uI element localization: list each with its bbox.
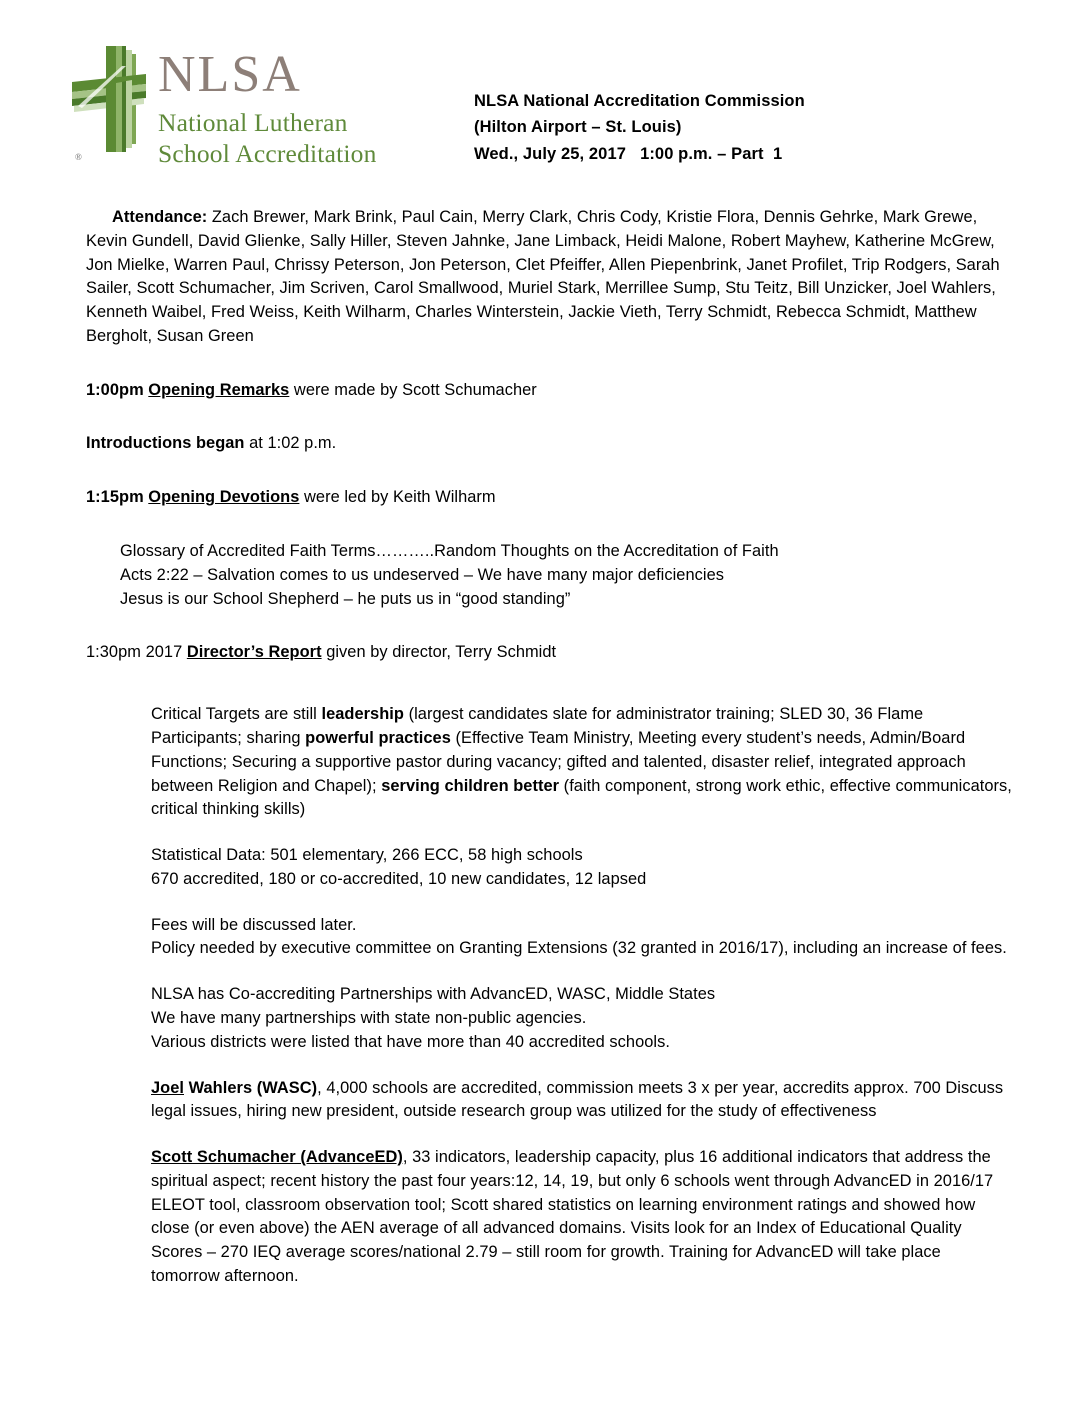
opening-devotions-time: 1:15pm bbox=[86, 488, 149, 507]
partnerships-line-3: Various districts were listed that have more than 40 accredited schools. bbox=[151, 1032, 670, 1051]
svg-text:®: ® bbox=[75, 152, 82, 162]
attendance-paragraph bbox=[86, 206, 1010, 349]
document-title-block bbox=[474, 88, 805, 167]
document-header bbox=[0, 0, 1088, 200]
fees-block bbox=[151, 914, 1014, 962]
devotion-notes bbox=[120, 540, 1008, 611]
schumacher-heading: Scott Schumacher (AdvanceED) bbox=[151, 1148, 403, 1167]
devotion-note-line-3: Jesus is our School Shepherd – he puts us in “good standing” bbox=[120, 589, 571, 608]
opening-remarks-time: 1:00pm bbox=[86, 380, 149, 399]
title-line-2: (Hilton Airport – St. Louis) bbox=[474, 118, 682, 137]
opening-devotions-line bbox=[86, 486, 1010, 510]
logo-subtitle-line-2: School Accreditation bbox=[158, 139, 377, 169]
directors-report-heading: Director’s Report bbox=[186, 643, 322, 662]
partnerships-block bbox=[151, 983, 1014, 1054]
nlsa-logo bbox=[68, 44, 377, 169]
critical-targets-bold-serving-children-better: serving children better bbox=[381, 776, 560, 795]
opening-remarks-heading: Opening Remarks bbox=[148, 380, 290, 399]
attendance-names: Zach Brewer, Mark Brink, Paul Cain, Merry Clark, Chris Cody, Kristie Flora, Dennis Gehrke, Mark Grewe, Kevin Gundell, David Glienke, Sally Hiller, Steven Jahnke, Jane Limback, Heidi Malone, Robert Mayhew, Katherine McGrew, Jon Mielke, Warren Paul, Chrissy Peterson, Jon Peterson, Clet Pfeiffer, Allen Piepenbrink, Janet Profilet, Trip Rodgers, Sarah Sailer, Scott Schumacher, Jim Scriven, Carol Smallwood, Muriel Stark, Merrillee Sump, Stu Teitz, Bill Unzicker, Joel Wahlers, Kenneth Waibel, Fred Weiss, Keith Wilharm, Charles Winterstein, Jackie Vieth, Terry Schmidt, Rebecca Schmidt, Matthew Bergholt, Susan Green bbox=[86, 208, 1000, 345]
attendance-label: Attendance: bbox=[112, 208, 208, 226]
statistical-data-block bbox=[151, 844, 1014, 892]
opening-devotions-rest: were led by Keith Wilharm bbox=[299, 488, 496, 507]
schumacher-body: , 33 indicators, leadership capacity, plus 16 additional indicators that address the spiritual aspect; recent history the past four years:12, 14, 19, but only 6 schools went through AdvancED in 2016/17 ELEOT tool, classroom observation tool; Scott shared statistics on learning environment ratings and showed how close (or even above) the AEN average of all advanced domains. Visits look for an Index of Educational Quality Scores – 270 IEQ average scores/national 2.79 – still room for growth. Training for AdvancED will take place tomorrow afternoon. bbox=[151, 1148, 994, 1285]
opening-devotions-heading: Opening Devotions bbox=[148, 488, 300, 507]
wahlers-paragraph bbox=[151, 1077, 1014, 1125]
opening-remarks-rest: were made by Scott Schumacher bbox=[289, 380, 537, 399]
introductions-heading: Introductions began bbox=[86, 434, 245, 453]
critical-targets-bold-powerful-practices: powerful practices bbox=[305, 728, 451, 747]
introductions-rest: at 1:02 p.m. bbox=[244, 434, 337, 453]
introductions-line bbox=[86, 432, 1010, 456]
critical-targets-part-2: (largest candidates slate for administrator training; SLED 30, 36 Flame Participants; sharing bbox=[151, 705, 924, 747]
directors-report-rest: given by director, Terry Schmidt bbox=[321, 643, 557, 662]
logo-subtitle bbox=[158, 107, 377, 169]
devotion-note-line-2: Acts 2:22 – Salvation comes to us undeserved – We have many major deficiencies bbox=[120, 565, 724, 584]
critical-targets-bold-leadership: leadership bbox=[321, 705, 404, 724]
logo-wordmark: NLSA bbox=[158, 46, 302, 103]
schumacher-paragraph bbox=[151, 1146, 1014, 1289]
critical-targets-part-1: Critical Targets are still bbox=[151, 705, 322, 724]
critical-targets-paragraph bbox=[151, 703, 1014, 822]
title-line-1: NLSA National Accreditation Commission bbox=[474, 92, 805, 110]
directors-report-line bbox=[86, 641, 1010, 665]
nlsa-cross-logo-icon bbox=[68, 44, 150, 164]
statistical-data-line-2: 670 accredited, 180 or co-accredited, 10 new candidates, 12 lapsed bbox=[151, 869, 647, 888]
critical-targets-part-4: (faith component, strong work ethic, effective communicators, critical thinking skills) bbox=[151, 776, 1012, 819]
statistical-data-line-1: Statistical Data: 501 elementary, 266 ECC, 58 high schools bbox=[151, 846, 583, 865]
opening-remarks-line bbox=[86, 379, 1010, 403]
partnerships-line-1: NLSA has Co-accrediting Partnerships with AdvancED, WASC, Middle States bbox=[151, 985, 716, 1004]
fees-line-1: Fees will be discussed later. bbox=[151, 915, 357, 934]
fees-line-2: Policy needed by executive committee on Granting Extensions (32 granted in 2016/17), including an increase of fees. bbox=[151, 939, 1007, 958]
title-line-3: Wed., July 25, 2017 1:00 p.m. – Part 1 bbox=[474, 144, 783, 163]
wahlers-name-rest: Wahlers (WASC) bbox=[184, 1078, 318, 1097]
wahlers-body: , 4,000 schools are accredited, commission meets 3 x per year, accredits approx. 700 Discuss legal issues, hiring new president, outside research group was utilized for the study of effectiveness bbox=[151, 1078, 1004, 1121]
critical-targets-part-3: (Effective Team Ministry, Meeting every student’s needs, Admin/Board Functions; Securing a supportive pastor during vacancy; gifted and talented, disaster relief, integrated approach between Religion and Chapel); bbox=[151, 728, 966, 795]
document-body bbox=[0, 206, 1088, 1289]
logo-wordmark-block bbox=[158, 44, 377, 169]
directors-report-time: 1:30pm 2017 bbox=[86, 643, 187, 662]
partnerships-line-2: We have many partnerships with state non-public agencies. bbox=[151, 1008, 587, 1027]
devotion-note-line-1: Glossary of Accredited Faith Terms………..Random Thoughts on the Accreditation of Faith bbox=[120, 542, 779, 561]
logo-subtitle-line-1: National Lutheran bbox=[158, 107, 348, 137]
wahlers-name-underlined: Joel bbox=[151, 1078, 184, 1097]
